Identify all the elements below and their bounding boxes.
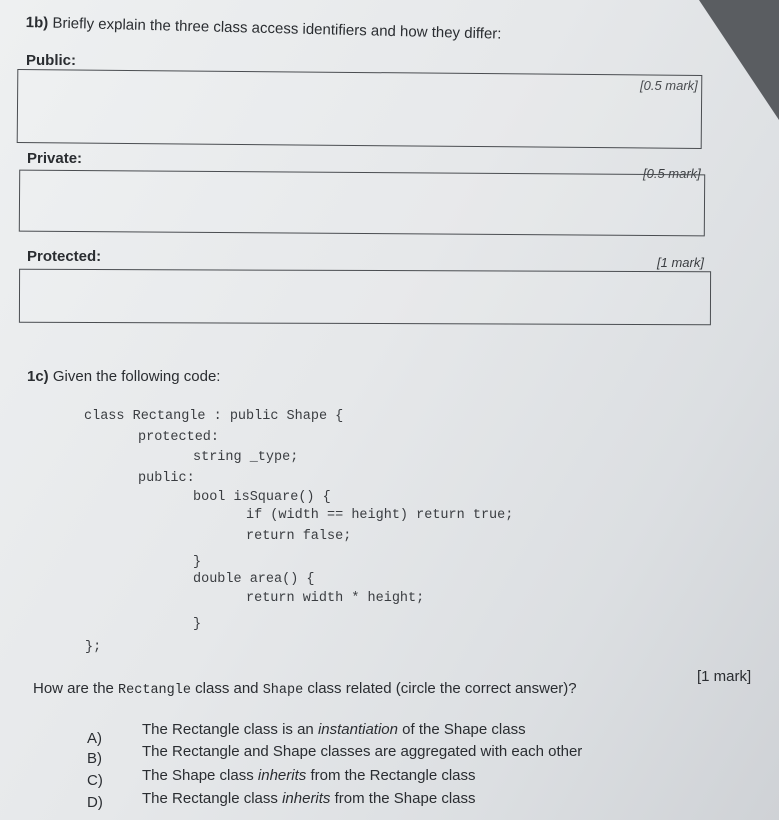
code-line: protected: [138,430,220,445]
code-line: public: [138,471,195,486]
option-text: of the Shape class [402,721,526,738]
protected-answer-box[interactable] [19,269,711,325]
protected-label: Protected: [27,248,102,265]
public-label: Public: [26,52,77,69]
code-line: return width * height; [246,591,425,606]
public-answer-box[interactable] [17,69,703,149]
option-c-letter[interactable]: C) [87,772,103,789]
question-text-mid: class and [195,680,259,697]
public-mark: [0.5 mark] [640,78,698,93]
code-line: bool isSquare() { [193,490,331,505]
code-line: string _type; [193,450,299,465]
option-d-letter[interactable]: D) [87,794,103,811]
question-text-post: class related (circle the correct answer)? [307,680,577,697]
question-number: 1c) [27,368,49,385]
code-line: } [193,617,202,632]
private-mark: [0.5 mark] [643,166,701,181]
private-label: Private: [27,150,83,167]
option-text: The Rectangle class [142,790,278,807]
option-text: The Rectangle and Shape classes are aggregated with each other [142,743,583,760]
code-line: }; [85,640,102,655]
private-answer-box[interactable] [19,170,705,237]
option-c-text[interactable] [142,767,476,784]
question-text: Briefly explain the three class access identifiers and how they differ: [52,14,502,43]
question-mark: [1 mark] [697,668,752,685]
relation-question [33,680,577,698]
background-shadow [699,0,779,120]
option-a-text[interactable] [142,721,526,738]
question-text: Given the following code: [52,368,221,385]
question-1c [27,368,220,385]
option-emphasis: inherits [257,767,307,784]
code-line: return false; [246,529,352,544]
option-a-letter[interactable]: A) [87,730,102,747]
code-line: if (width == height) return true; [246,508,514,523]
option-emphasis: inherits [282,790,331,807]
code-line: class Rectangle : public Shape { [84,409,344,424]
code-line: double area() { [193,572,315,587]
question-number: 1b) [25,14,49,32]
protected-mark: [1 mark] [657,255,704,270]
option-text: from the Rectangle class [310,767,476,784]
option-d-text[interactable] [142,790,476,807]
class-name-rectangle: Rectangle [118,683,191,698]
option-text: The Shape class [142,767,254,784]
option-text: from the Shape class [334,790,476,807]
question-1b [26,14,502,43]
option-b-letter[interactable]: B) [87,750,102,767]
class-name-shape: Shape [262,683,304,698]
question-text-pre: How are the [33,680,114,697]
option-emphasis: instantiation [317,721,398,738]
code-line: } [193,555,202,570]
option-b-text[interactable] [142,743,582,760]
option-text: The Rectangle class is an [142,721,314,738]
